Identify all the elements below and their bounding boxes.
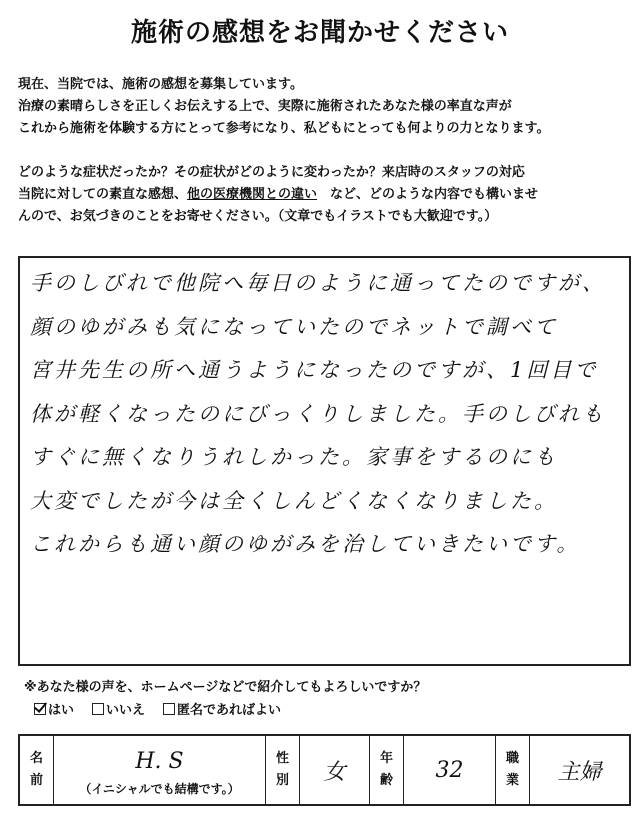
job-label: [496, 736, 530, 804]
answer-line: 体が軽くなったのにびっくりしました。手のしびれも: [30, 401, 606, 426]
label-char: 性: [275, 751, 289, 766]
label-char: 別: [275, 773, 289, 788]
name-label: [20, 736, 54, 804]
answer-line: 手のしびれで他院へ毎日のように通ってたのですが、: [30, 271, 606, 295]
option-label: はい: [48, 703, 75, 718]
age-value: 32: [435, 757, 464, 783]
intro-line: どのような症状だったか？その症状がどのように変わったか？来店時のスタッフの対応: [18, 165, 525, 180]
option-label: いいえ: [106, 703, 146, 718]
checkbox-icon[interactable]: [163, 703, 175, 715]
age-label: [370, 736, 404, 804]
gender-field[interactable]: [300, 736, 370, 804]
intro-text-part: など、どのような内容でも構いませ: [317, 187, 539, 202]
job-value: 主婦: [557, 759, 602, 785]
intro-emphasis: 他の医療機関との違い: [187, 187, 318, 202]
label-char: 前: [29, 773, 43, 788]
intro-line: 治療の素晴らしさを正しくお伝えする上で、実際に施術されたあなた様の率直な声が: [18, 99, 512, 114]
job-field[interactable]: [530, 736, 629, 804]
page-title: 施術の感想をお聞かせください: [130, 18, 509, 48]
answer-line: 大変でしたが今は全くしんどくなくなりました。: [30, 488, 558, 513]
intro-text-part: 当院に対しての素直な感想、: [18, 187, 188, 202]
consent-question: ※あなた様の声を、ホームページなどで紹介してもよろしいですか？: [24, 680, 427, 695]
handwritten-answer: [30, 262, 630, 567]
age-field[interactable]: [404, 736, 496, 804]
intro-text: [18, 74, 628, 228]
info-table: [18, 734, 631, 806]
name-value: H. S: [135, 749, 184, 774]
intro-line: [18, 184, 628, 206]
name-note: （イニシャルでも結構です。）: [79, 782, 240, 796]
checkbox-icon[interactable]: [92, 703, 104, 715]
intro-line: んので、お気づきのことをお寄せください。（文章でもイラストでも大歓迎です。）: [18, 209, 498, 224]
consent-options: [34, 699, 281, 718]
consent-option-anonymous[interactable]: [163, 699, 281, 718]
answer-line: 宮井先生の所へ通うようになったのですが、1回目で: [30, 358, 599, 382]
answer-line: 顔のゆがみも気になっていたのでネットで調べて: [30, 314, 558, 339]
name-field[interactable]: [54, 736, 266, 804]
label-char: 年: [379, 751, 393, 766]
intro-line: 現在、当院では、施術の感想を募集しています。: [18, 77, 303, 92]
intro-line: これから施術を体験する方にとって参考になり、私どもにとっても何よりの力となります。: [18, 121, 550, 136]
label-char: 職: [505, 751, 519, 766]
gender-value: 女: [323, 759, 346, 785]
consent-option-no[interactable]: [92, 699, 145, 718]
gender-label: [266, 736, 300, 804]
label-char: 齢: [379, 773, 393, 788]
label-char: 名: [29, 751, 43, 766]
answer-line: すぐに無くなりうれしかった。家事をするのにも: [30, 445, 558, 469]
option-label: 匿名であればよい: [177, 703, 282, 718]
checkbox-checked-icon[interactable]: [34, 703, 46, 715]
consent-option-yes[interactable]: [34, 699, 74, 718]
label-char: 業: [505, 773, 519, 788]
answer-line: これからも通い顔のゆがみを治していきたいです。: [30, 532, 581, 556]
